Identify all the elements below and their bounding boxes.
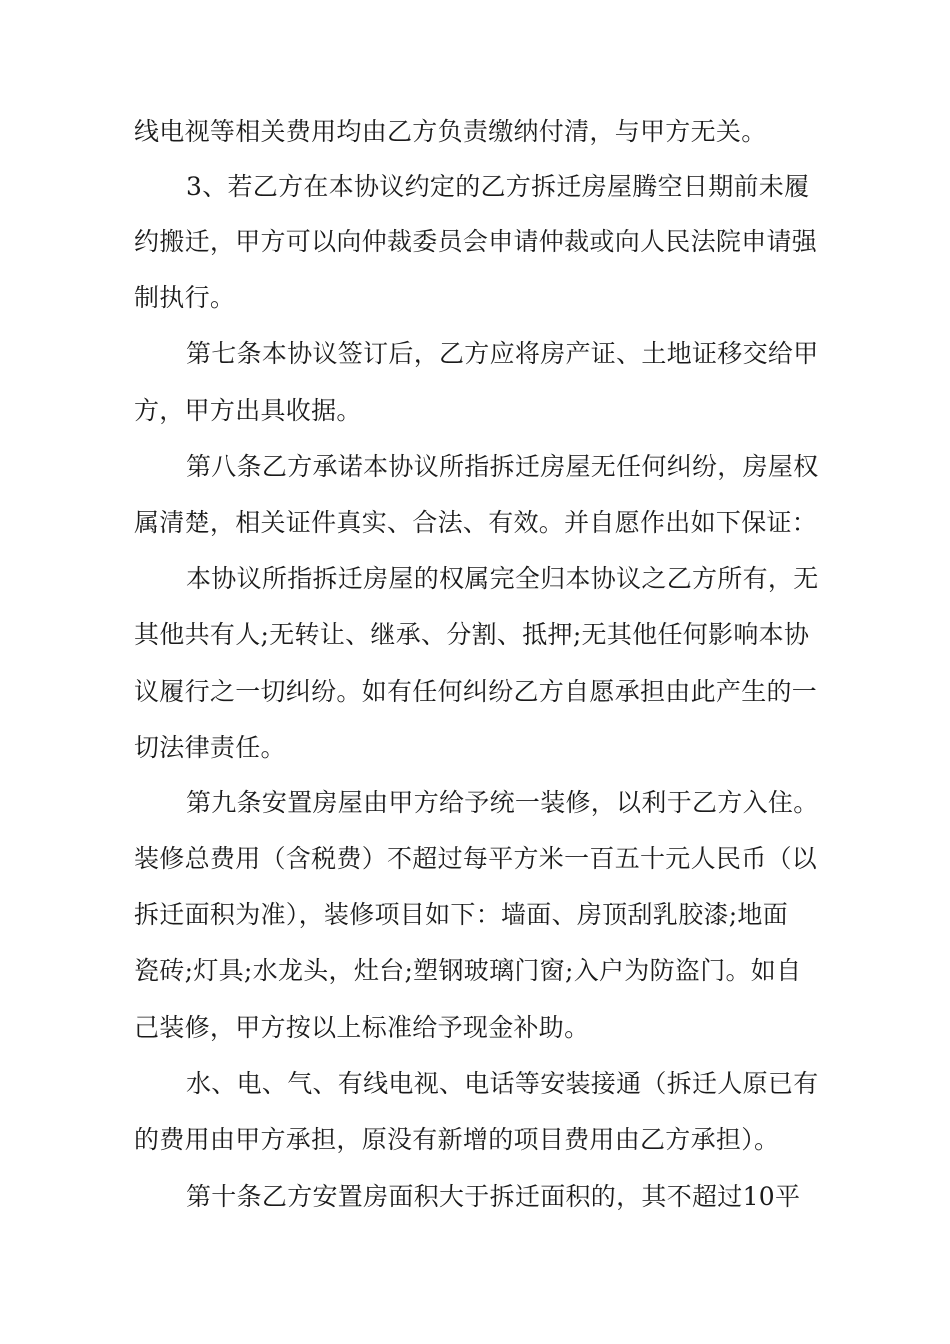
- text-line: 3、若乙方在本协议约定的乙方拆迁房屋腾空日期前未履: [186, 172, 810, 201]
- text-line: 拆迁面积为准），装修项目如下：墙面、房顶刮乳胶漆;地面: [134, 900, 789, 929]
- text-line: 方，甲方出具收据。: [134, 396, 362, 425]
- text-line: 本协议所指拆迁房屋的权属完全归本协议之乙方所有，无: [186, 564, 819, 593]
- text-line: 约搬迁，甲方可以向仲裁委员会申请仲裁或向人民法院申请强: [134, 227, 818, 256]
- text-line: 己装修，甲方按以上标准给予现金补助。: [134, 1013, 590, 1042]
- text-line: 线电视等相关费用均由乙方负责缴纳付清，与甲方无关。: [134, 117, 767, 146]
- text-line: 第十条乙方安置房面积大于拆迁面积的，其不超过10平: [186, 1182, 801, 1211]
- text-line: 水、电、气、有线电视、电话等安装接通（拆迁人原已有: [186, 1069, 819, 1098]
- text-line: 属清楚，相关证件真实、合法、有效。并自愿作出如下保证：: [134, 508, 818, 537]
- text-line: 的费用由甲方承担，原没有新增的项目费用由乙方承担）。: [134, 1125, 780, 1154]
- text-line: 第九条安置房屋由甲方给予统一装修，以利于乙方入住。: [186, 788, 819, 817]
- text-line: 其他共有人;无转让、继承、分割、抵押;无其他任何影响本协: [134, 620, 810, 649]
- text-line: 瓷砖;灯具;水龙头，灶台;塑钢玻璃门窗;入户为防盗门。如自: [134, 956, 802, 985]
- text-line: 制执行。: [134, 283, 236, 312]
- text-line: 议履行之一切纠纷。如有任何纠纷乙方自愿承担由此产生的一: [134, 677, 818, 706]
- text-line: 第八条乙方承诺本协议所指拆迁房屋无任何纠纷，房屋权: [186, 452, 819, 481]
- text-line: 切法律责任。: [134, 733, 286, 762]
- text-line: 装修总费用（含税费）不超过每平方米一百五十元人民币（以: [134, 844, 818, 873]
- text-line: 第七条本协议签订后，乙方应将房产证、土地证移交给甲: [186, 339, 819, 368]
